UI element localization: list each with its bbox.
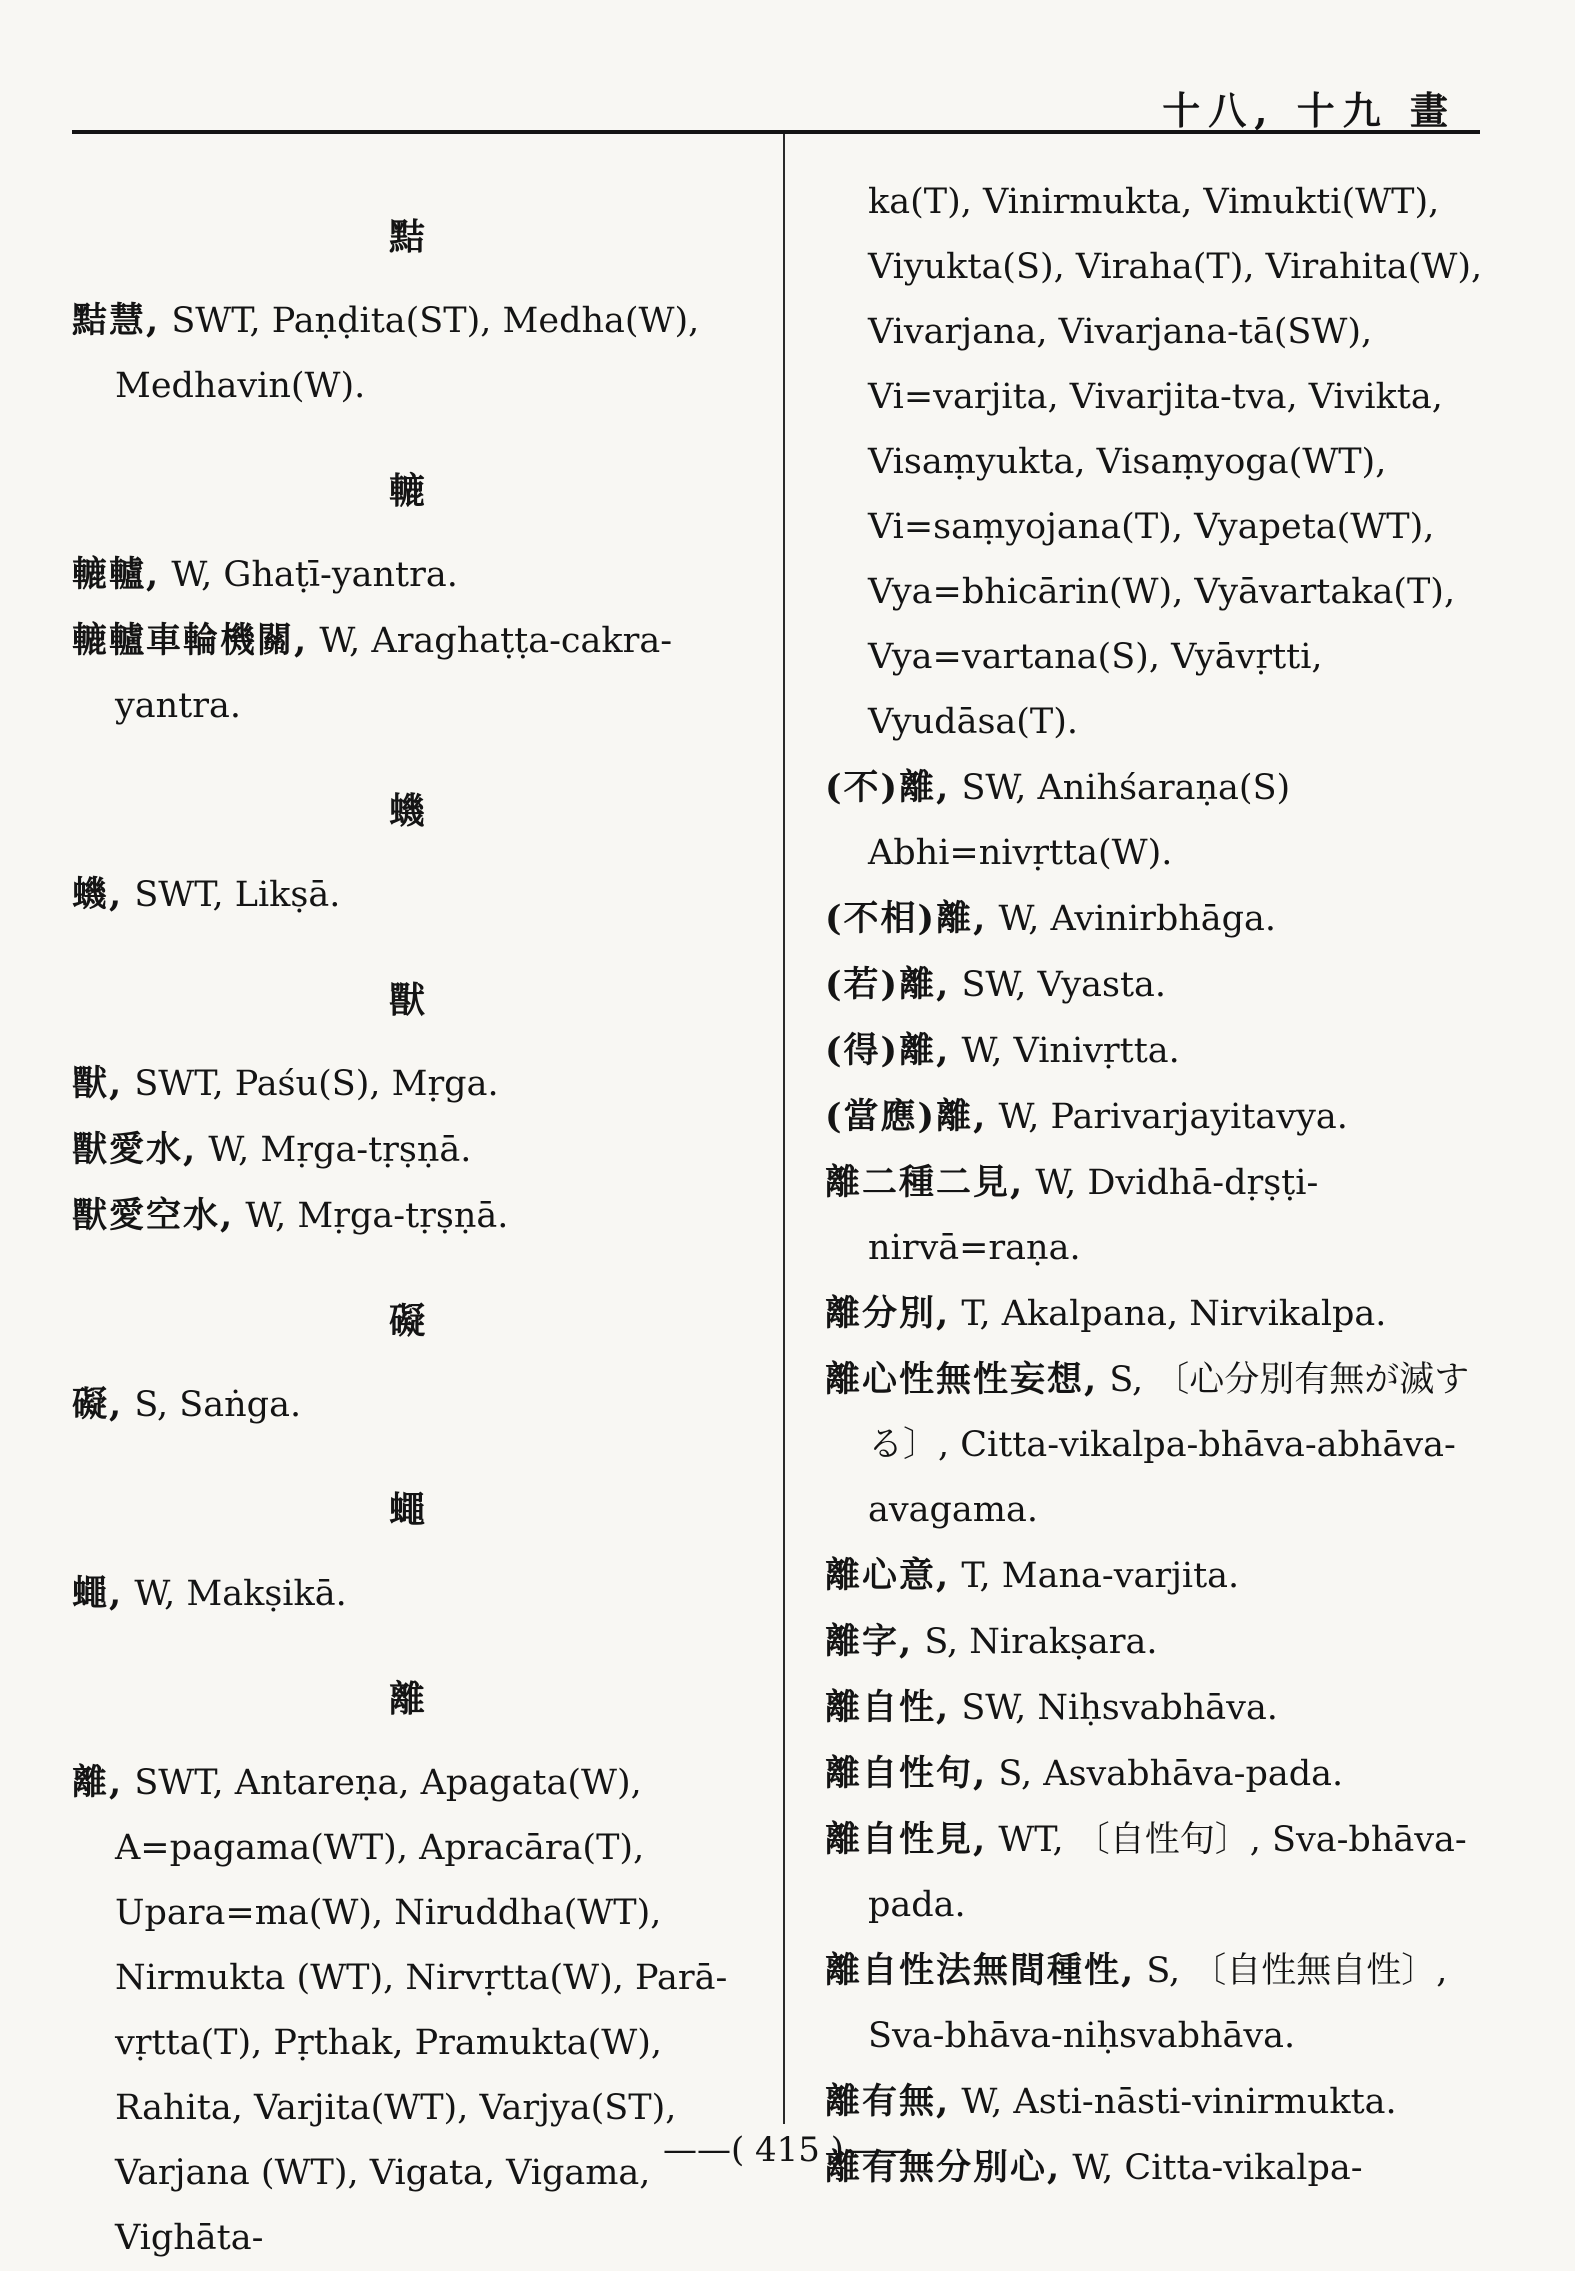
entry-gloss: SWT, Paśu(S), Mṛga. xyxy=(123,1064,499,1104)
entry-gloss: SW, Niḥsvabhāva. xyxy=(950,1688,1278,1728)
entry-headword: 獸愛空水, xyxy=(72,1195,235,1236)
dictionary-entry xyxy=(72,1117,742,1183)
dictionary-entry xyxy=(825,886,1495,952)
dictionary-entry xyxy=(825,1281,1495,1347)
entry-headword: 離字, xyxy=(825,1621,914,1662)
entry-headword: 離有無, xyxy=(825,2081,951,2122)
entry-headword: 轆轤, xyxy=(72,554,161,595)
entry-headword: 礙, xyxy=(72,1384,124,1425)
column-divider xyxy=(783,134,785,2124)
dictionary-entry xyxy=(72,1372,742,1438)
dictionary-entry xyxy=(825,1938,1495,2069)
entry-headword: 離有無分別心, xyxy=(825,2147,1062,2188)
entry-gloss: S, 〔心分別有無が滅する〕, Citta-vikalpa-bhāva-abhāva-avagama. xyxy=(868,1360,1470,1530)
entry-headword: 離自性句, xyxy=(825,1753,988,1794)
dictionary-entry xyxy=(72,1183,742,1249)
entry-headword: 轆轤車輪機關, xyxy=(72,620,309,661)
entry-gloss: W, Parivarjayitavya. xyxy=(987,1097,1348,1137)
dictionary-entry xyxy=(825,1675,1495,1741)
dictionary-entry xyxy=(825,1150,1495,1281)
dictionary-entry xyxy=(825,1807,1495,1938)
entry-gloss: W, Vinivṛtta. xyxy=(950,1031,1180,1071)
section-label: 十八, 十九 畫 xyxy=(1162,88,1456,133)
entry-gloss: S, Nirakṣara. xyxy=(913,1622,1158,1662)
dictionary-entry xyxy=(825,1741,1495,1807)
dictionary-entry xyxy=(825,1347,1495,1543)
left-column xyxy=(72,205,742,2271)
entry-headword: 蟣, xyxy=(72,874,124,915)
page-header xyxy=(72,78,1480,134)
dictionary-entry xyxy=(825,755,1495,886)
entry-headword: (得)離, xyxy=(825,1030,951,1071)
entry-headword: 蠅, xyxy=(72,1573,124,1614)
entry-headword: 離自性見, xyxy=(825,1819,988,1860)
entry-continuation: ka(T), Vinirmukta, Vimukti(WT), Viyukta(S), Viraha(T), Virahita(W), Vivarjana, Vivarjana-tā(SW), Vi=varjita, Vivarjita-tva, Vivikta, Visaṃyukta, Visaṃyoga(WT), Vi=saṃyojana(T), Vyapeta(WT), Vya=bhicārin(W), Vyāvartaka(T), Vya=vartana(S), Vyāvṛtti, Vyudāsa(T). xyxy=(868,182,1483,742)
page-number: ——( 415 )—— xyxy=(662,2130,913,2170)
entry-headword: 獸, xyxy=(72,1063,124,1104)
entry-gloss: W, Citta-vikalpa- xyxy=(1061,2148,1363,2188)
entry-gloss: W, Mṛga-tṛṣṇā. xyxy=(234,1196,509,1236)
entry-headword: (當應)離, xyxy=(825,1096,988,1137)
dictionary-entry xyxy=(72,542,742,608)
entry-gloss: T, Akalpana, Nirvikalpa. xyxy=(950,1294,1387,1334)
entry-headword: (若)離, xyxy=(825,964,951,1005)
entry-gloss: S, Saṅga. xyxy=(123,1385,302,1425)
section-heading: 獸 xyxy=(388,979,425,1021)
entry-gloss: W, Dvidhā-dṛṣṭi-nirvā=raṇa. xyxy=(868,1163,1319,1268)
entry-headword: 離心意, xyxy=(825,1555,951,1596)
entry-gloss: SW, Vyasta. xyxy=(950,965,1167,1005)
entry-gloss: W, Asti-nāsti-vinirmukta. xyxy=(950,2082,1397,2122)
dictionary-entry xyxy=(825,1084,1495,1150)
entry-gloss: SWT, Antareṇa, Apagata(W), A=pagama(WT), Apracāra(T), Upara=ma(W), Niruddha(WT), Nirmukta (WT), Nirvṛtta(W), Parā-vṛtta(T), Pṛthak, Pramukta(W), Rahita, Varjita(WT), Varjya(ST), Varjana (WT), Vigata, Vigama, Vighāta- xyxy=(115,1763,728,2258)
entry-gloss: SWT, Likṣā. xyxy=(123,875,341,915)
dictionary-entry xyxy=(825,1609,1495,1675)
section-heading: 蠅 xyxy=(388,1489,425,1531)
entry-headword: 離自性, xyxy=(825,1687,951,1728)
entry-headword: (不)離, xyxy=(825,767,951,808)
section-heading: 離 xyxy=(388,1678,425,1720)
dictionary-entry xyxy=(825,952,1495,1018)
dictionary-entry xyxy=(825,2069,1495,2135)
section-heading: 蟣 xyxy=(388,790,425,832)
dictionary-entry xyxy=(72,608,742,739)
entry-headword: 離, xyxy=(72,1762,124,1803)
entry-gloss: T, Mana-varjita. xyxy=(950,1556,1240,1596)
right-column xyxy=(825,170,1495,2201)
entry-gloss: S, 〔自性無自性〕, Sva-bhāva-niḥsvabhāva. xyxy=(868,1951,1448,2056)
entry-headword: 離心性無性妄想, xyxy=(825,1359,1099,1400)
entry-gloss: W, Araghaṭṭa-cakra-yantra. xyxy=(115,621,673,726)
dictionary-entry xyxy=(825,1543,1495,1609)
entry-headword: 黠慧, xyxy=(72,300,161,341)
entry-gloss: S, Asvabhāva-pada. xyxy=(987,1754,1344,1794)
dictionary-entry xyxy=(72,862,742,928)
dictionary-entry xyxy=(72,1561,742,1627)
dictionary-entry xyxy=(825,1018,1495,1084)
entry-gloss: W, Makṣikā. xyxy=(123,1574,347,1614)
entry-gloss: SW, Anihśaraṇa(S) Abhi=nivṛtta(W). xyxy=(868,768,1291,873)
dictionary-entry xyxy=(72,1750,742,2271)
entry-headword: 離自性法無間種性, xyxy=(825,1950,1136,1991)
dictionary-entry xyxy=(72,1051,742,1117)
entry-gloss: W, Ghaṭī-yantra. xyxy=(160,555,458,595)
section-heading: 礙 xyxy=(388,1300,425,1342)
section-heading: 黠 xyxy=(388,216,425,258)
section-heading: 轆 xyxy=(388,470,425,512)
entry-headword: 離二種二見, xyxy=(825,1162,1025,1203)
entry-gloss: WT, 〔自性句〕, Sva-bhāva-pada. xyxy=(868,1820,1467,1925)
dictionary-entry xyxy=(72,288,742,419)
entry-gloss: W, Avinirbhāga. xyxy=(987,899,1277,939)
entry-gloss: W, Mṛga-tṛṣṇā. xyxy=(197,1130,472,1170)
entry-headword: 獸愛水, xyxy=(72,1129,198,1170)
entry-headword: (不相)離, xyxy=(825,898,988,939)
entry-headword: 離分別, xyxy=(825,1293,951,1334)
entry-gloss: SWT, Paṇḍita(ST), Medha(W), Medhavin(W). xyxy=(115,301,700,406)
